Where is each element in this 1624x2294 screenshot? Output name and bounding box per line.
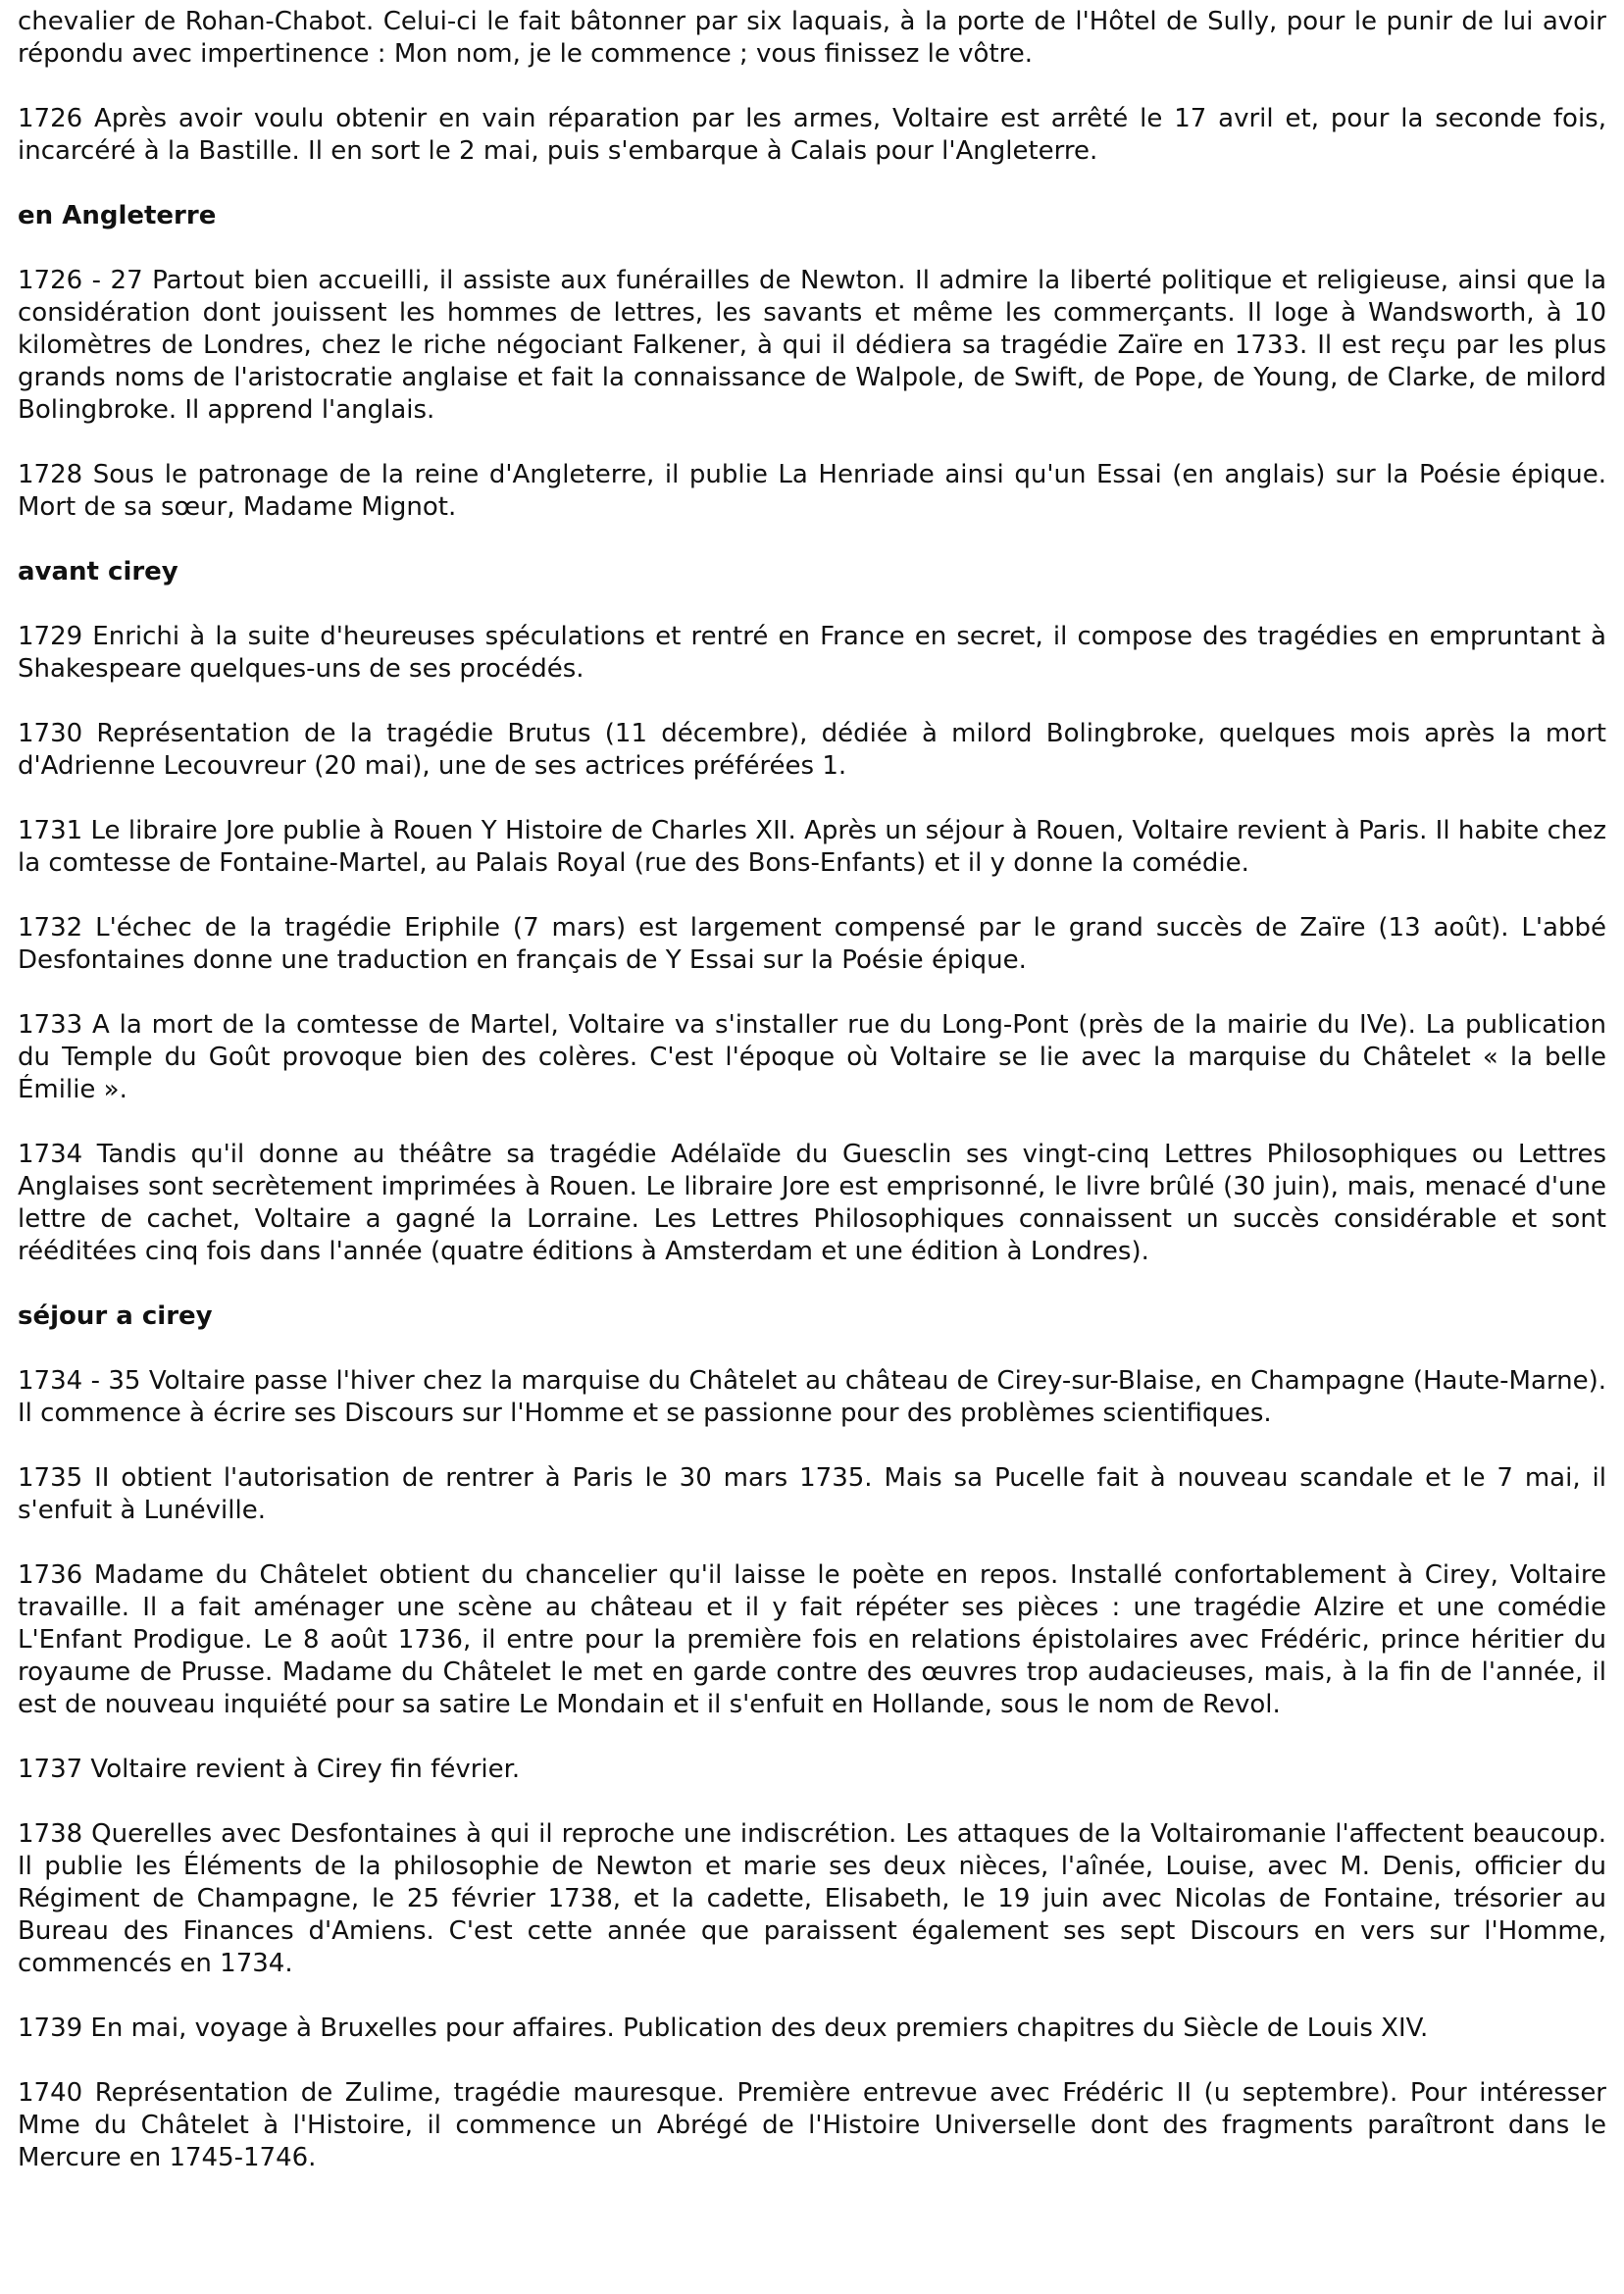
paragraph-rohan-chabot: chevalier de Rohan-Chabot. Celui-ci le fait bâtonner par six laquais, à la porte de l'Hôtel de Sully, pour le punir de lui avoir répondu avec impertinence : Mon nom, je le commence ; vous finissez le vôtre. — [18, 7, 1606, 69]
paragraph-1740: 1740 Représentation de Zulime, tragédie mauresque. Première entrevue avec Frédéric II (u septembre). Pour intéresser Mme du Châtelet à l'Histoire, il commence un Abrégé de l'Histoire Universelle dont des fragments paraîtront dans le Mercure en 1745-1746. — [18, 2078, 1606, 2172]
document-page — [18, 6, 1606, 2207]
paragraph-1736: 1736 Madame du Châtelet obtient du chancelier qu'il laisse le poète en repos. Installé confortablement à Cirey, Voltaire travaille. Il a fait aménager une scène au château et il y fait répéter ses pièces : une tragédie Alzire et une comédie L'Enfant Prodigue. Le 8 août 1736, il entre pour la première fois en relations épistolaires avec Frédéric, prince héritier du royaume de Prusse. Madame du Châtelet le met en garde contre des œuvres trop audacieuses, mais, à la fin de l'année, il est de nouveau inquiété pour sa satire Le Mondain et il s'enfuit en Hollande, sous le nom de Revol. — [18, 1560, 1606, 1719]
heading-sejour-a-cirey: séjour a cirey — [18, 1301, 213, 1331]
paragraph-1735: 1735 II obtient l'autorisation de rentrer à Paris le 30 mars 1735. Mais sa Pucelle fait à nouveau scandale et le 7 mai, il s'enfuit à Lunéville. — [18, 1463, 1606, 1525]
paragraph-1726-bastille: 1726 Après avoir voulu obtenir en vain réparation par les armes, Voltaire est arrêté le 17 avril et, pour la seconde fois, incarcéré à la Bastille. Il en sort le 2 mai, puis s'embarque à Calais pour l'Angleterre. — [18, 104, 1606, 166]
paragraph-1728: 1728 Sous le patronage de la reine d'Angleterre, il publie La Henriade ainsi qu'un Essai (en anglais) sur la Poésie épique. Mort de sa sœur, Madame Mignot. — [18, 460, 1606, 522]
paragraph-1737: 1737 Voltaire revient à Cirey fin février. — [18, 1755, 521, 1784]
paragraph-1733: 1733 A la mort de la comtesse de Martel, Voltaire va s'installer rue du Long-Pont (près de la mairie du IVe). La publication du Temple du Goût provoque bien des colères. C'est l'époque où Voltaire se lie avec la marquise du Châtelet « la belle Émilie ». — [18, 1010, 1606, 1104]
heading-avant-cirey: avant cirey — [18, 557, 178, 586]
paragraph-1738: 1738 Querelles avec Desfontaines à qui il reproche une indiscrétion. Les attaques de la Voltairomanie l'affectent beaucoup. Il publie les Éléments de la philosophie de Newton et marie ses deux nièces, l'aînée, Louise, avec M. Denis, officier du Régiment de Champagne, le 25 février 1738, et la cadette, Elisabeth, le 19 juin avec Nicolas de Fontaine, trésorier au Bureau des Finances d'Amiens. C'est cette année que paraissent également ses sept Discours en vers sur l'Homme, commencés en 1734. — [18, 1819, 1606, 1978]
heading-en-angleterre: en Angleterre — [18, 201, 217, 230]
paragraph-1730: 1730 Représentation de la tragédie Brutus (11 décembre), dédiée à milord Bolingbroke, quelques mois après la mort d'Adrienne Lecouvreur (20 mai), une de ses actrices préférées 1. — [18, 719, 1606, 781]
paragraph-1731: 1731 Le libraire Jore publie à Rouen Y Histoire de Charles XII. Après un séjour à Rouen, Voltaire revient à Paris. Il habite chez la comtesse de Fontaine-Martel, au Palais Royal (rue des Bons-Enfants) et il y donne la comédie. — [18, 816, 1606, 878]
paragraph-1729: 1729 Enrichi à la suite d'heureuses spéculations et rentré en France en secret, il compose des tragédies en empruntant à Shakespeare quelques-uns de ses procédés. — [18, 622, 1606, 684]
paragraph-1734: 1734 Tandis qu'il donne au théâtre sa tragédie Adélaïde du Guesclin ses vingt-cinq Lettres Philosophiques ou Lettres Anglaises sont secrètement imprimées à Rouen. Le libraire Jore est emprisonné, le livre brûlé (30 juin), mais, menacé d'une lettre de cachet, Voltaire a gagné la Lorraine. Les Lettres Philosophiques connaissent un succès considérable et sont rééditées cinq fois dans l'année (quatre éditions à Amsterdam et une édition à Londres). — [18, 1140, 1606, 1266]
paragraph-1732: 1732 L'échec de la tragédie Eriphile (7 mars) est largement compensé par le grand succès de Zaïre (13 août). L'abbé Desfontaines donne une traduction en français de Y Essai sur la Poésie épique. — [18, 913, 1606, 975]
paragraph-1739: 1739 En mai, voyage à Bruxelles pour affaires. Publication des deux premiers chapitres du Siècle de Louis XIV. — [18, 2014, 1429, 2043]
paragraph-1726-27: 1726 - 27 Partout bien accueilli, il assiste aux funérailles de Newton. Il admire la liberté politique et religieuse, ainsi que la considération dont jouissent les hommes de lettres, les savants et même les commerçants. Il loge à Wandsworth, à 10 kilomètres de Londres, chez le riche négociant Falkener, à qui il dédiera sa tragédie Zaïre en 1733. Il est reçu par les plus grands noms de l'aristocratie anglaise et fait la connaissance de Walpole, de Swift, de Pope, de Young, de Clarke, de milord Bolingbroke. Il apprend l'anglais. — [18, 266, 1606, 425]
paragraph-1734-35: 1734 - 35 Voltaire passe l'hiver chez la marquise du Châtelet au château de Cirey-sur-Blaise, en Champagne (Haute-Marne). Il commence à écrire ses Discours sur l'Homme et se passionne pour des problèmes scientifiques. — [18, 1366, 1606, 1428]
